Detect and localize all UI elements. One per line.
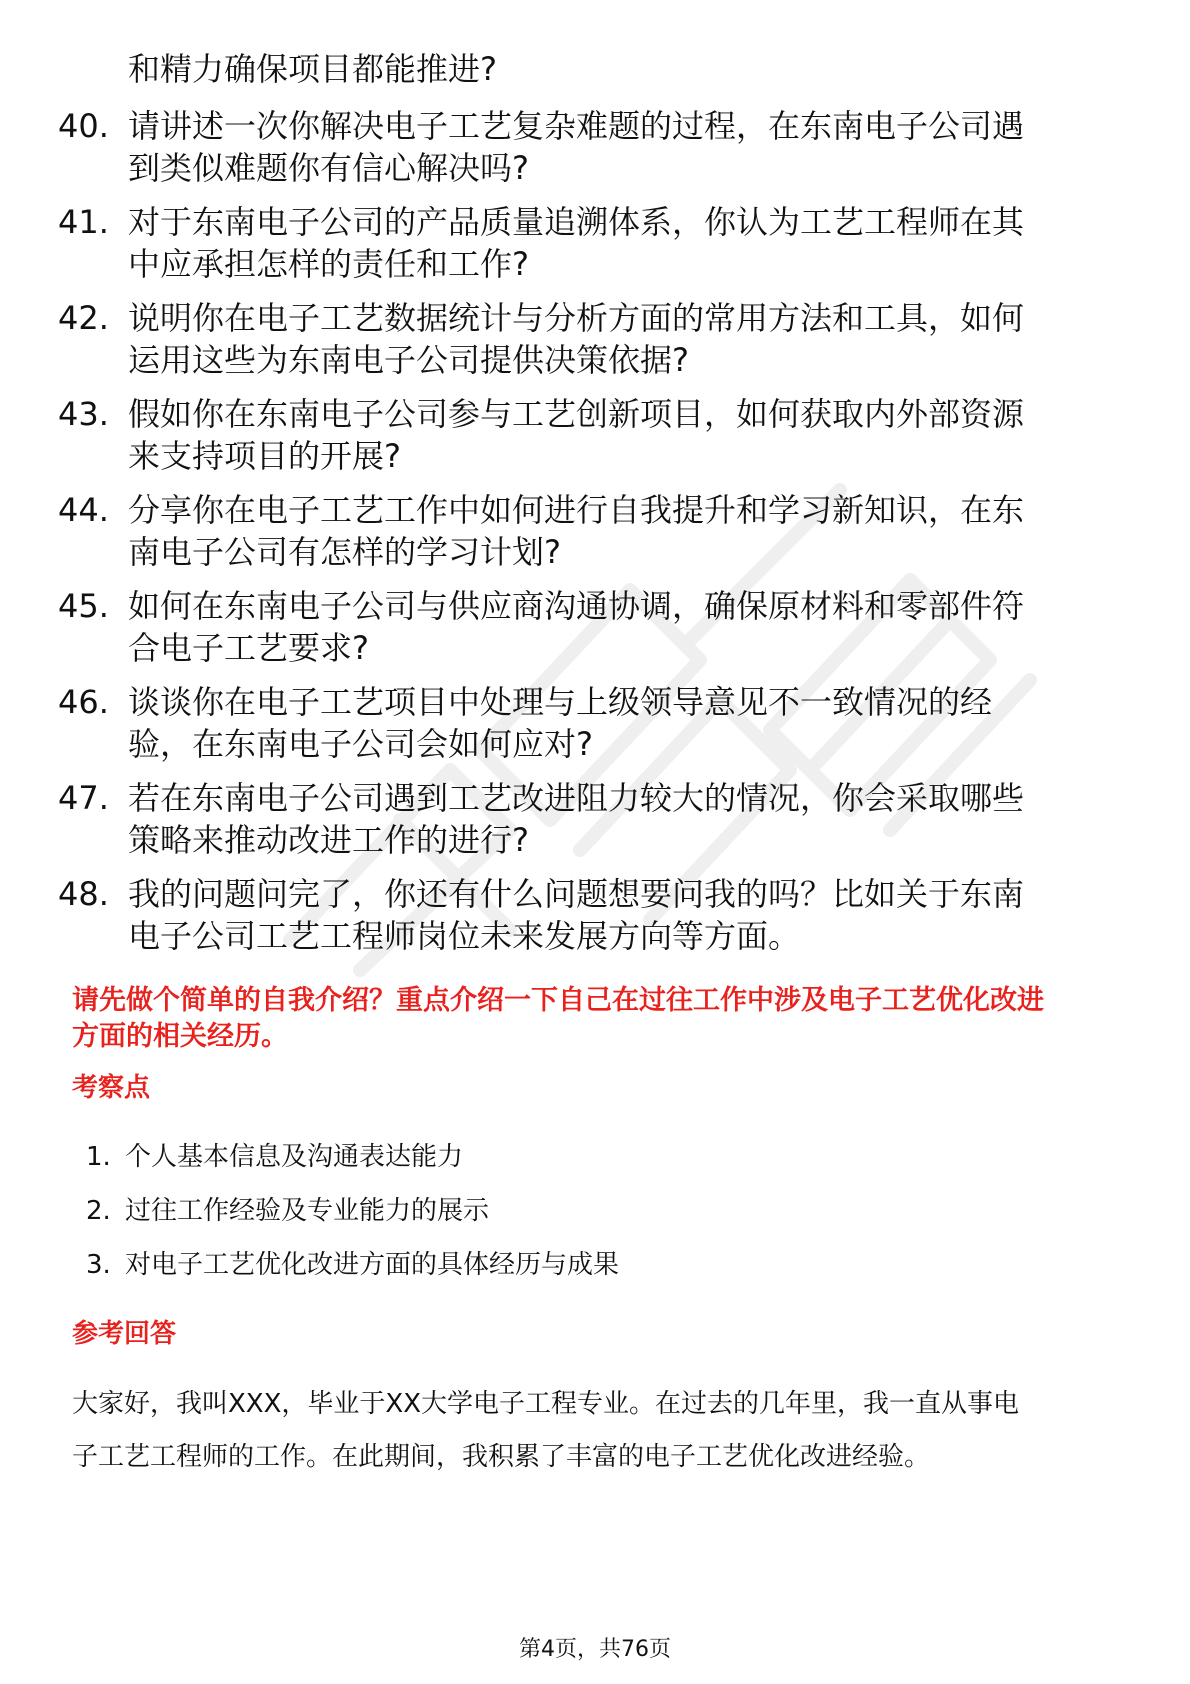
question-number: 44. [58,491,109,529]
question-line: 对于东南电子公司的产品质量追溯体系，你认为工艺工程师在其 [128,203,1025,241]
question-number: 47. [58,779,109,817]
question-number: 43. [58,395,109,433]
list-item-number: 1. [86,1142,111,1172]
question-number: 41. [58,203,109,241]
page-number: 第4页，共76页 [519,1637,671,1662]
question-line: 中应承担怎样的责任和工作? [128,245,529,283]
question-line: 合电子工艺要求? [128,629,369,667]
featured-question-line: 方面的相关经历。 [72,1021,288,1052]
question-line: 运用这些为东南电子公司提供决策依据? [128,341,689,379]
question-number: 45. [58,587,109,625]
list-item-number: 2. [86,1196,111,1226]
answer-line: 子工艺工程师的工作。在此期间，我积累了丰富的电子工艺优化改进经验。 [72,1442,931,1472]
question-line: 说明你在电子工艺数据统计与分析方面的常用方法和工具，如何 [128,299,1025,337]
question-line: 我的问题问完了，你还有什么问题想要问我的吗？比如关于东南 [128,875,1025,913]
question-line: 到类似难题你有信心解决吗? [128,149,529,187]
question-line: 假如你在东南电子公司参与工艺创新项目，如何获取内外部资源 [128,395,1025,433]
list-item: 个人基本信息及沟通表达能力 [125,1142,464,1172]
featured-question-line: 请先做个简单的自我介绍？重点介绍一下自己在过往工作中涉及电子工艺优化改进 [72,985,1044,1016]
list-item: 过往工作经验及专业能力的展示 [125,1196,490,1226]
question-line: 请讲述一次你解决电子工艺复杂难题的过程，在东南电子公司遇 [128,107,1025,145]
question-number: 46. [58,683,109,721]
question-line: 来支持项目的开展? [128,437,401,475]
question-number: 48. [58,875,109,913]
question-line: 若在东南电子公司遇到工艺改进阻力较大的情况，你会采取哪些 [128,779,1025,817]
answer-line: 大家好，我叫XXX，毕业于XX大学电子工程专业。在过去的几年里，我一直从事电 [72,1389,1020,1419]
reference-heading: 参考回答 [72,1319,177,1349]
question-line: 如何在东南电子公司与供应商沟通协调，确保原材料和零部件符 [128,587,1025,625]
question-line: 和精力确保项目都能推进? [128,50,497,88]
list-item: 对电子工艺优化改进方面的具体经历与成果 [125,1250,620,1280]
list-item-number: 3. [86,1250,111,1280]
question-line: 谈谈你在电子工艺项目中处理与上级领导意见不一致情况的经 [128,683,993,721]
question-number: 42. [58,299,109,337]
question-line: 策略来推动改进工作的进行? [128,821,529,859]
question-line: 验，在东南电子公司会如何应对? [128,725,593,763]
question-line: 分享你在电子工艺工作中如何进行自我提升和学习新知识，在东 [128,491,1025,529]
question-line: 电子公司工艺工程师岗位未来发展方向等方面。 [128,917,801,955]
question-line: 南电子公司有怎样的学习计划? [128,533,561,571]
question-number: 40. [58,107,109,145]
assessment-heading: 考察点 [72,1073,151,1103]
